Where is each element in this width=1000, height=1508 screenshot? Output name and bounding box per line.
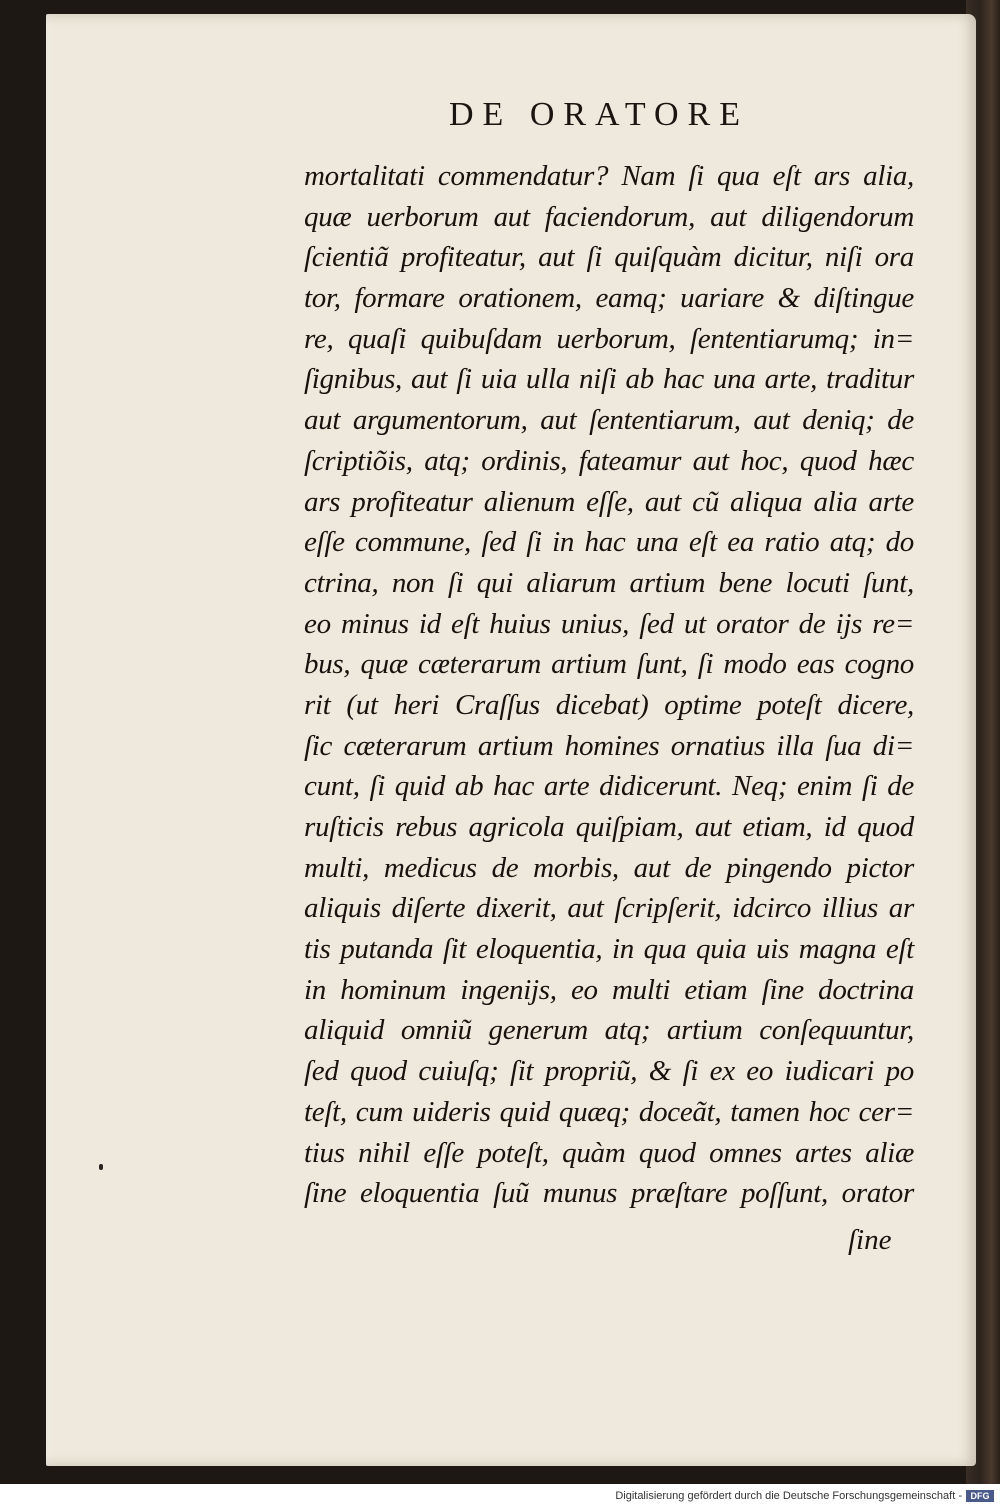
ink-speck <box>99 1164 103 1170</box>
text-line: eo minus id eſt huius unius, ſed ut orator de ijs re= <box>304 607 914 640</box>
text-line: cunt, ſi quid ab hac arte didicerunt. Neq; enim ſi de <box>304 770 914 803</box>
running-title: DE ORATORE <box>449 96 749 133</box>
text-line: ſine eloquentia ſuũ munus præſtare poſſunt, orator <box>304 1177 914 1210</box>
text-line: rit (ut heri Craſſus dicebat) optime poteſt dicere, <box>304 688 914 721</box>
text-line: in hominum ingenijs, eo multi etiam ſine doctrina <box>304 973 914 1006</box>
text-line: multi, medicus de morbis, aut de pingendo pictor <box>304 851 914 884</box>
text-line: teſt, cum uideris quid quæq; doceãt, tamen hoc cer= <box>304 1095 914 1128</box>
text-line: quæ uerborum aut faciendorum, aut diligendorum <box>304 200 914 233</box>
text-line: ſcientiã profiteatur, aut ſi quiſquàm dicitur, niſi ora <box>304 241 914 274</box>
dfg-logo: DFG <box>966 1490 994 1502</box>
catchword: ſine <box>848 1224 892 1256</box>
text-line: bus, quæ cæterarum artium ſunt, ſi modo eas cogno <box>304 648 914 681</box>
text-line: ſic cæterarum artium homines ornatius illa ſua di= <box>304 729 914 762</box>
text-line: re, quaſi quibuſdam uerborum, ſententiarumq; in= <box>304 322 914 355</box>
text-line: ſed quod cuiuſq; ſit propriũ, & ſi ex eo iudicari po <box>304 1055 914 1088</box>
funding-credit: Digitalisierung gefördert durch die Deutsche Forschungsgemeinschaft - <box>615 1490 962 1502</box>
text-line: ctrina, non ſi qui aliarum artium bene locuti ſunt, <box>304 566 914 599</box>
text-line: aut argumentorum, aut ſententiarum, aut deniq; de <box>304 404 914 437</box>
text-line: aliquis diſerte dixerit, aut ſcripſerit, idcirco illius ar <box>304 892 914 925</box>
text-line: ſignibus, aut ſi uia ulla niſi ab hac una arte, traditur <box>304 363 914 396</box>
text-line: ruſticis rebus agricola quiſpiam, aut etiam, id quod <box>304 811 914 843</box>
text-line: tius nihil eſſe poteſt, quàm quod omnes artes aliæ <box>304 1136 914 1169</box>
text-line: aliquid omniũ generum atq; artium conſequuntur, <box>304 1014 914 1047</box>
text-line: tis putanda ſit eloquentia, in qua quia uis magna eſt <box>304 933 914 966</box>
text-line: ars profiteatur alienum eſſe, aut cũ aliqua alia arte <box>304 485 914 518</box>
text-line: mortalitati commendatur? Nam ſi qua eſt ars alia, <box>304 160 914 192</box>
text-line: ſcriptiõis, atq; ordinis, fateamur aut hoc, quod hæc <box>304 444 914 477</box>
text-line: tor, formare orationem, eamq; uariare & diſtingue <box>304 282 914 315</box>
text-line: eſſe commune, ſed ſi in hac una eſt ea ratio atq; do <box>304 526 914 559</box>
body-text <box>304 156 914 1214</box>
